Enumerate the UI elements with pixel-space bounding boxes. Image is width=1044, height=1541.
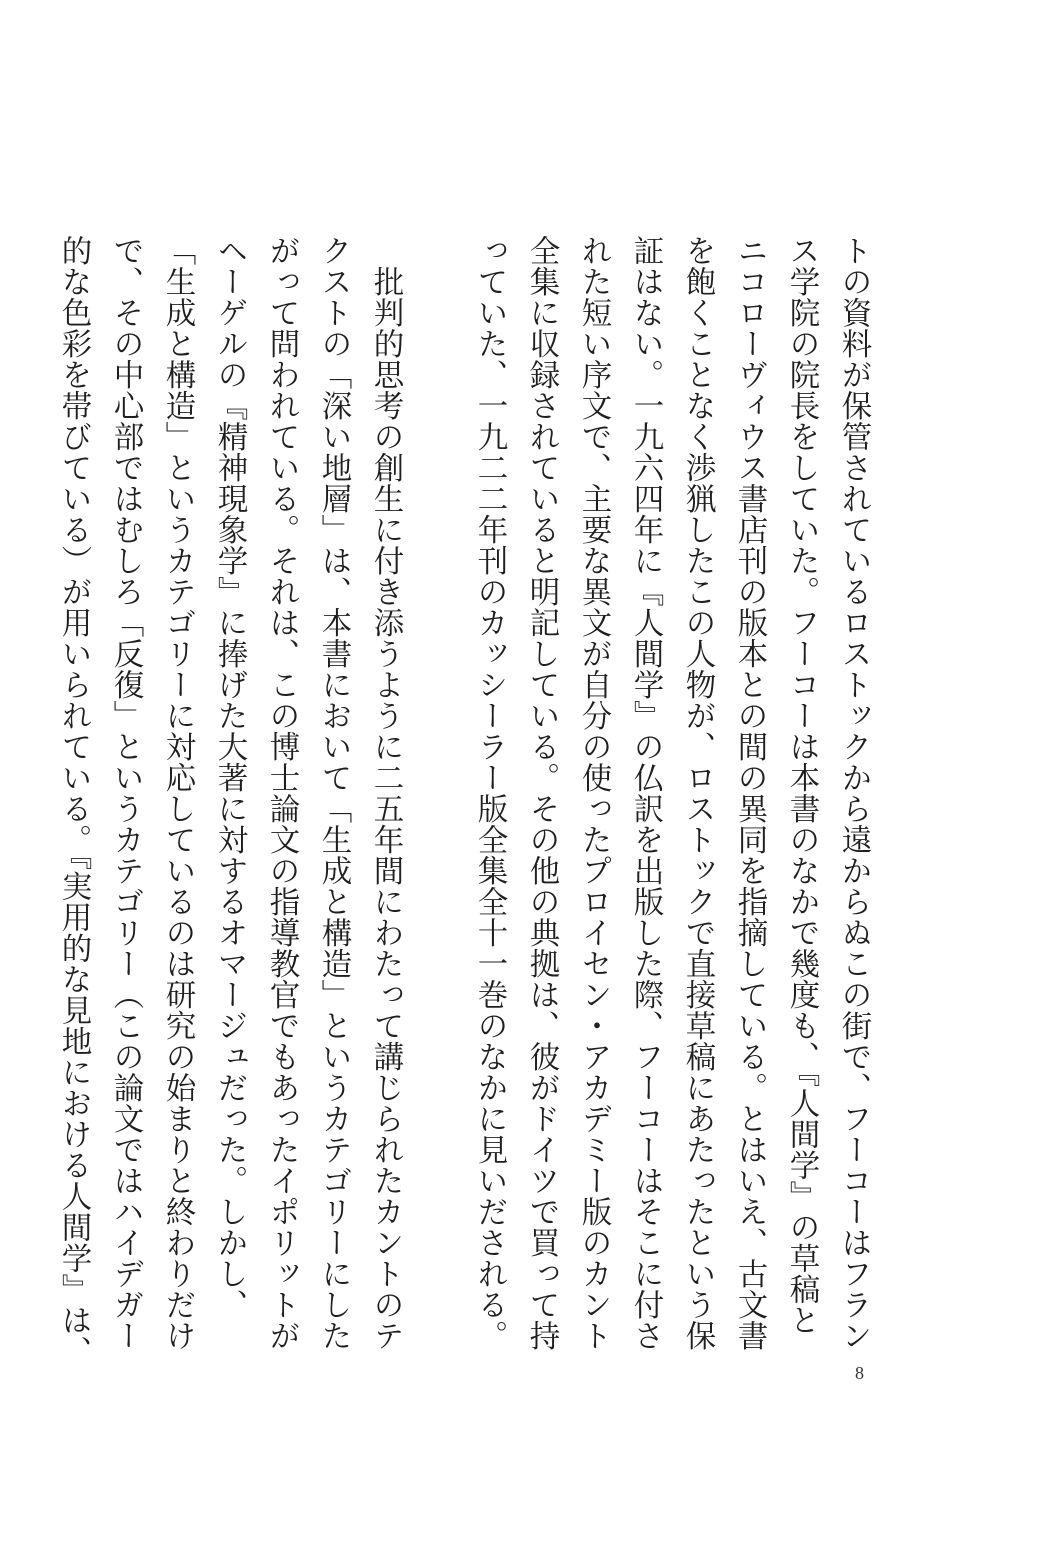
text-line: トの資料が保管されているロストックから遠からぬこの街で、フーコーはフラン [836,235,871,1351]
page-number: 8 [855,1363,864,1383]
text-line: れた短い序文で、主要な異文が自分の使ったプロイセン・アカデミー版のカント [576,235,611,1351]
vertical-text-body [47,235,879,1367]
text-line: 的な色彩を帯びている）が用いられている。『実用的な見地における人間学』は、 [56,235,91,1367]
paragraph-gap [411,235,463,1245]
text-line: ス学院の院長をしていた。フーコーは本書のなかで幾度も、『人間学』の草稿と [784,235,819,1336]
text-line: を飽くことなく渉猟したこの人物が、ロストックで直接草稿にあたったという保 [680,235,715,1351]
text-line: ニコローヴィウス書店刊の版本との間の異同を指摘している。とはいえ、古文書 [732,235,767,1351]
text-line: がって問われている。それは、この博士論文の指導教官でもあったイポリットが [264,235,299,1351]
text-line: ヘーゲルの『精神現象学』に捧げた大著に対するオマージュだった。しかし、 [212,235,247,1320]
text-line: 証はない。一九六四年に『人間学』の仏訳を出版した際、フーコーはそこに付さ [628,235,663,1351]
text-line: 「生成と構造」というカテゴリーに対応しているのは研究の始まりと終わりだけ [160,235,195,1351]
text-line: っていた、一九二二年刊のカッシーラー版全集全十一巻のなかに見いだされる。 [472,235,507,1351]
text-line: 全集に収録されていると明記している。その他の典拠は、彼がドイツで買って持 [524,235,559,1351]
text-line: で、その中心部ではむしろ「反復」というカテゴリー（この論文ではハイデガー [108,235,143,1351]
text-line: 批判的思考の創生に付き添うように二五年間にわたって講じられたカントのテ [368,235,403,1351]
text-line: クストの「深い地層」は、本書において「生成と構造」というカテゴリーにした [316,235,351,1351]
